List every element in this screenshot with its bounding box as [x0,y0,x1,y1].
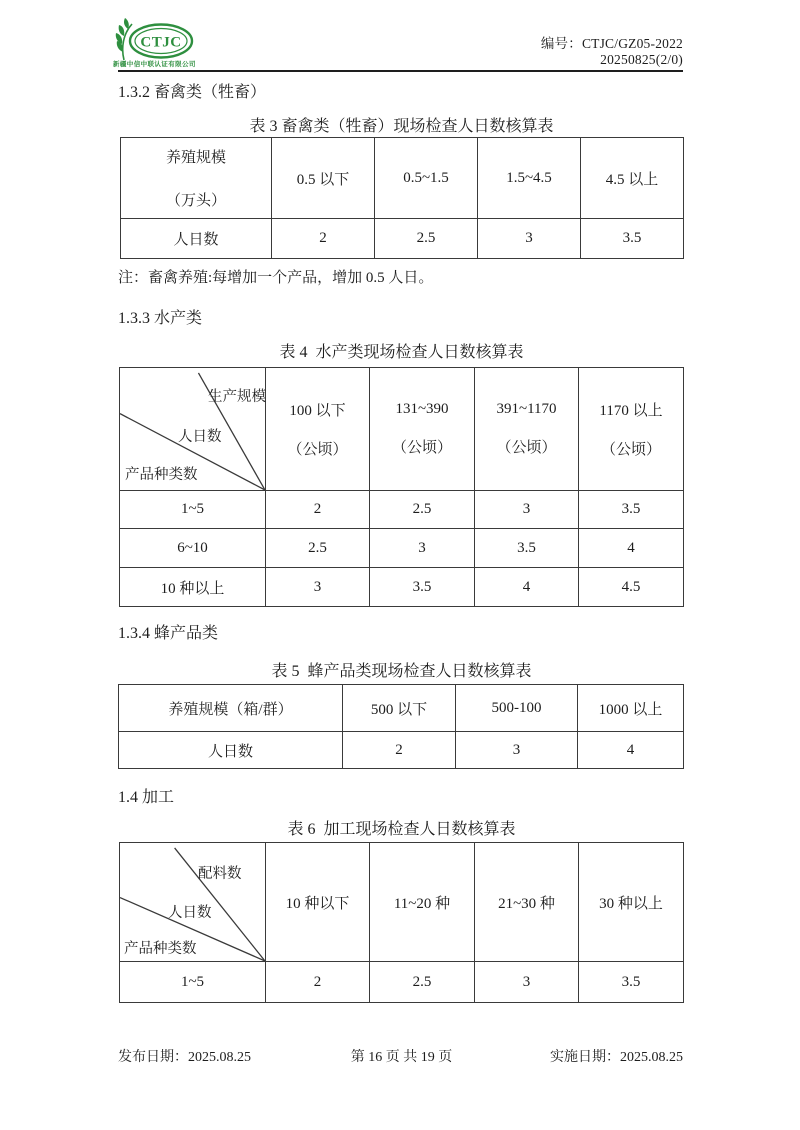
row-label: 人日数 [121,219,272,259]
table4-value: 3.5 [370,568,475,607]
table4-data-row [120,529,684,568]
corner-label-top: 生产规模 [208,389,266,405]
table3-header-row [121,138,684,219]
row-label: 10 种以上 [120,568,266,607]
table4-value: 4.5 [579,568,684,607]
table3-value: 2.5 [375,219,478,259]
company-logo [110,14,210,64]
corner-label-middle: 人日数 [178,429,222,445]
doc-number-block [541,36,683,68]
table6-data-row [120,962,684,1003]
table6-col-header: 11~20 种 [370,843,475,962]
corner-label-bottom: 产品种类数 [125,467,198,483]
table4-col-header [370,368,475,491]
table3-title: 表 3 畜禽类（牲畜）现场检查人日数核算表 [249,118,554,135]
table3-value: 2 [272,219,375,259]
table6-value: 3.5 [579,962,684,1003]
implement-date: 实施日期：2025.08.25 [550,1050,683,1065]
table3-value: 3.5 [581,219,684,259]
section-heading-1-3-3: 1.3.3 水产类 [118,310,203,327]
table5-header-row [119,685,684,732]
table4-value: 3.5 [475,529,579,568]
col-range: 131~390 [395,401,449,417]
table4-value: 4 [579,529,684,568]
table4-corner-cell [120,368,266,491]
table3-corner-cell [121,138,272,219]
section-heading-1-3-4: 1.3.4 蜂产品类 [118,625,219,642]
table5-col-header: 500-100 [456,685,578,732]
scale-label-line2: （万头） [165,193,226,209]
col-range: 391~1170 [496,401,557,417]
col-unit: （公顷） [600,442,661,458]
table4-value: 4 [475,568,579,607]
scale-label-line1: 养殖规模 [165,150,226,166]
table3-col-header: 4.5 以上 [581,138,684,219]
table3-col-header: 1.5~4.5 [478,138,581,219]
table5-value: 4 [578,732,684,769]
table5-col-header: 500 以下 [343,685,456,732]
row-label: 6~10 [120,529,266,568]
row-label: 1~5 [120,491,266,529]
table6-value: 2 [266,962,370,1003]
table4 [119,367,684,607]
table4-value: 2 [266,491,370,529]
section-heading-1-3-2: 1.3.2 畜禽类（牲畜） [118,84,267,101]
table5-col-header: 1000 以上 [578,685,684,732]
col-unit: （公顷） [287,442,348,458]
table3-col-header: 0.5~1.5 [375,138,478,219]
company-name: 新疆中信中联认证有限公司 [113,61,196,68]
col-unit: （公顷） [391,440,452,456]
table3-data-row [121,219,684,259]
page-number: 第 16 页 共 19 页 [350,1050,453,1065]
col-unit: （公顷） [496,440,557,456]
table5-value: 2 [343,732,456,769]
corner-label-bottom: 产品种类数 [124,941,197,957]
table5-title: 表 5 蜂产品类现场检查人日数核算表 [271,663,532,680]
table4-data-row [120,568,684,607]
table3-note: 注：畜禽养殖:每增加一个产品，增加 0.5 人日。 [118,270,434,286]
doc-revision: 20250825(2/0) [600,52,683,67]
table6-corner-cell [120,843,266,962]
table3-col-header: 0.5 以下 [272,138,375,219]
table3-value: 3 [478,219,581,259]
corner-label-top: 配料数 [198,866,242,882]
table4-value: 2.5 [266,529,370,568]
release-date: 发布日期：2025.08.25 [118,1050,251,1065]
table4-col-header [579,368,684,491]
table6-col-header: 30 种以上 [579,843,684,962]
row-label: 人日数 [119,732,343,769]
logo-text: CTJC [140,34,182,51]
col-range: 100 以下 [289,403,346,419]
section-heading-1-4: 1.4 加工 [118,789,175,806]
table6-value: 3 [475,962,579,1003]
table4-value: 3 [475,491,579,529]
doc-number: 编号：CTJC/GZ05-2022 [540,36,683,51]
table5-corner-cell: 养殖规模（箱/群） [119,685,343,732]
table5-value: 3 [456,732,578,769]
table6-col-header: 10 种以下 [266,843,370,962]
table4-col-header [475,368,579,491]
table5-data-row [119,732,684,769]
corner-label-middle: 人日数 [168,905,212,921]
table4-data-row [120,491,684,529]
col-range: 1170 以上 [599,403,663,419]
table4-value: 2.5 [370,491,475,529]
table6-header-row [120,843,684,962]
table6-title: 表 6 加工现场检查人日数核算表 [287,821,516,838]
table4-header-row [120,368,684,491]
table4-value: 3 [370,529,475,568]
table3 [120,137,684,259]
table6 [119,842,684,1003]
header-divider [118,70,683,72]
table4-col-header [266,368,370,491]
table6-value: 2.5 [370,962,475,1003]
row-label: 1~5 [120,962,266,1003]
table4-value: 3.5 [579,491,684,529]
table6-col-header: 21~30 种 [475,843,579,962]
table5 [118,684,684,769]
table4-title: 表 4 水产类现场检查人日数核算表 [279,344,524,361]
table4-value: 3 [266,568,370,607]
